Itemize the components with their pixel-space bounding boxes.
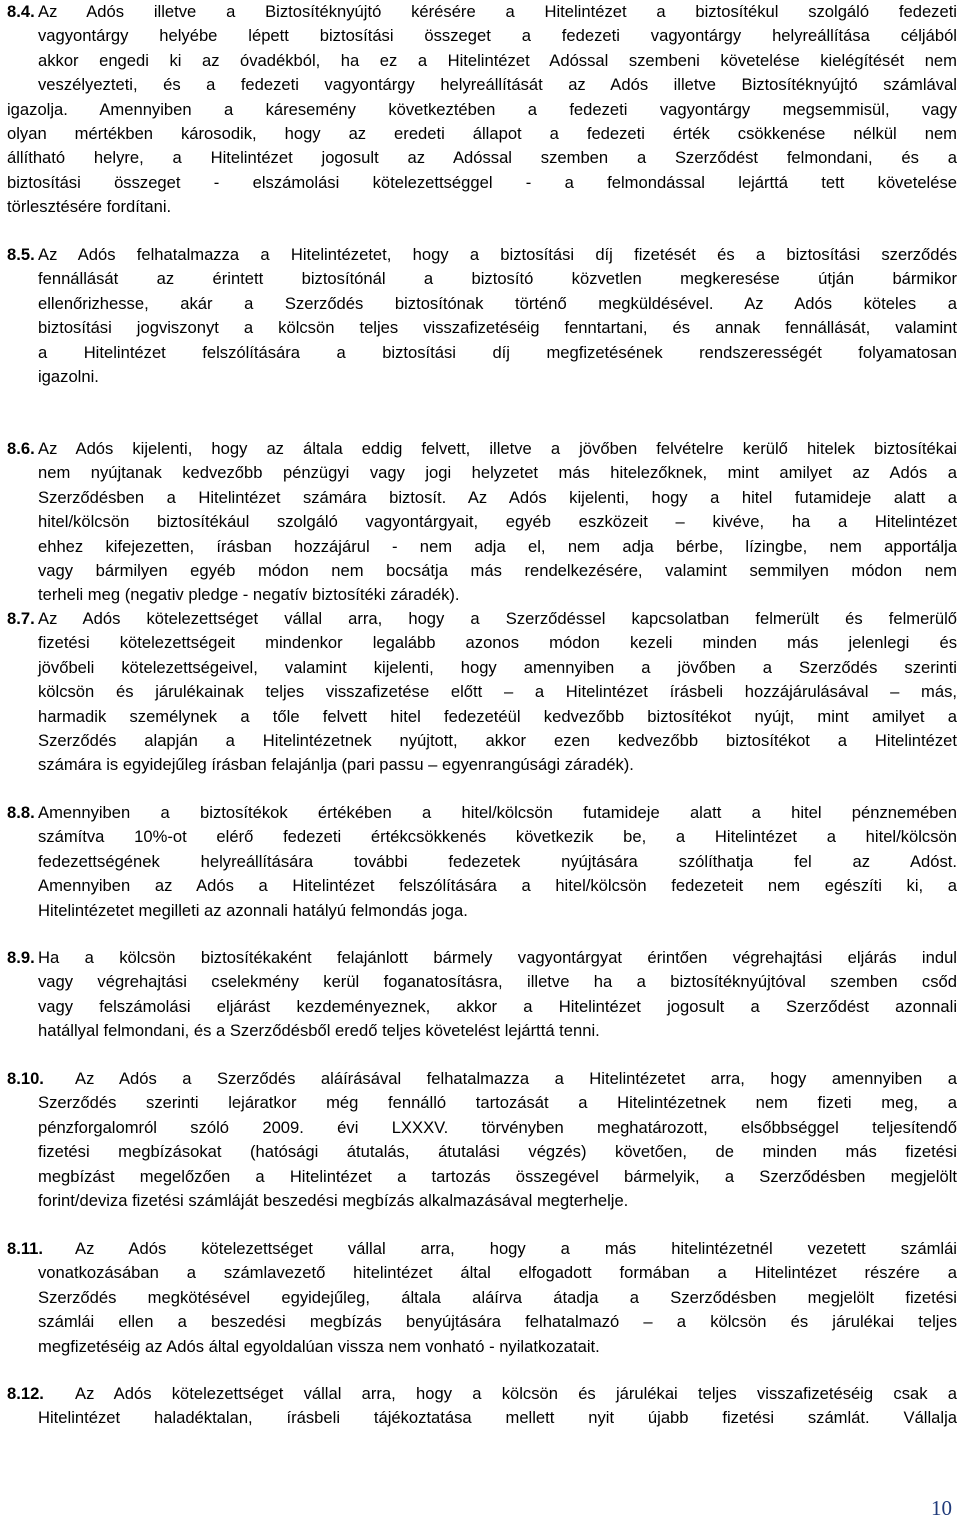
- text-line: ehhez kifejezetten, írásban hozzájárul - nem adja el, nem adja bérbe, lízingbe, nem apportálja: [38, 536, 957, 556]
- text-line: fizetési kötelezettségeit mindenkor legalább azonos módon kezeli minden más jelenlegi és: [38, 633, 957, 653]
- section-body: [38, 801, 957, 923]
- text-line: megbízást megelőzően a Hitelintézet a tartozás összegével bármelyik, a Szerződésben megjelölt: [38, 1166, 957, 1186]
- text-line: kölcsön és járulékainak teljes visszafizetése előtt – a Hitelintézet írásbeli hozzájárulásával – más,: [38, 682, 957, 702]
- section-8-6: [7, 437, 957, 608]
- text-line: biztosítási összeget - elszámolási kötelezettséggel - a felmondással lejárttá tett követelése: [7, 172, 957, 192]
- section-8-9: [7, 946, 957, 1044]
- text-line: Amennyiben az Adós a Hitelintézet felszólítására a hitel/kölcsön fedezeteit nem egészíti ki, a: [38, 876, 957, 896]
- section-number: 8.6.: [7, 439, 35, 458]
- text-line: Szerződés szerinti lejáratkor még fennálló tartozását a Hitelintézetnek nem fizeti meg, a: [38, 1093, 957, 1113]
- text-line: Ha a kölcsön biztosítékaként felajánlott bármely vagyontárgyat érintően végrehajtási eljárás indul: [38, 948, 957, 967]
- page-number: 10: [931, 1496, 952, 1520]
- text-line: Az Adós felhatalmazza a Hitelintézetet, hogy a biztosítási díj fizetését és a biztosítási szerződés: [38, 245, 957, 264]
- text-line: forint/deviza fizetési számláját beszedési megbízás alkalmazásával megterhelje.: [38, 1191, 629, 1211]
- section-number: 8.11.: [7, 1239, 43, 1258]
- text-line: Hitelintézet haladéktalan, írásbeli tájékoztatása mellett nyit újabb fizetési számlát. Vállalja: [38, 1408, 957, 1428]
- text-line: olyan mértékben károsodik, hogy az eredeti állapot a fedezeti érték csökkenése nélkül nem: [7, 124, 957, 144]
- section-body: [38, 1067, 957, 1213]
- text-line: ellenőrizhesse, akár a Szerződés biztosítónak történő megküldésével. Az Adós köteles a: [38, 293, 957, 313]
- section-body: [38, 946, 957, 1044]
- text-line: biztosítási jogviszonyt a kölcsön teljes visszafizetéséig fenntartani, és annak fennállását, valamint: [38, 318, 957, 338]
- section-body: [38, 1237, 957, 1359]
- text-line: Az Adós kijelenti, hogy az általa eddig felvett, illetve a jövőben felvételre kerülő hitelek biztosítékai: [38, 439, 957, 458]
- text-line: Szerződés megkötésével egyidejűleg, általa aláírva átadja a Szerződésben megjelölt fizetési: [38, 1287, 957, 1307]
- section-8-4: [7, 0, 957, 220]
- text-line: számítva 10%-ot elérő fedezeti értékcsökkenés következik be, a Hitelintézet a hitel/kölcsön: [38, 827, 957, 847]
- text-line: állítható helyre, a Hitelintézet jogosult az Adóssal szemben a Szerződést felmondani, és a: [7, 148, 957, 168]
- section-number: 8.12.: [7, 1384, 44, 1403]
- text-line: hatállyal felmondani, és a Szerződésből eredő teljes követelést lejárttá tenni.: [38, 1021, 600, 1041]
- section-number: 8.10.: [7, 1069, 44, 1088]
- section-8-7: [7, 607, 957, 778]
- section-number: 8.7.: [7, 609, 35, 628]
- text-line: vagy felszámolási eljárást kezdeményeznek, akkor a Hitelintézet jogosult a Szerződést azonnali: [38, 996, 957, 1016]
- section-8-8: [7, 801, 957, 923]
- section-8-10: [7, 1067, 957, 1213]
- text-line: pénzforgalomról szóló 2009. évi LXXXV. törvényben meghatározott, elsőbbséggel teljesítendő: [38, 1117, 957, 1137]
- section-number: 8.8.: [7, 803, 35, 822]
- text-line: számára is egyidejűleg írásban felajánlja (pari passu – egyenrangúsági záradék).: [38, 755, 634, 775]
- text-line: Az Adós illetve a Biztosítéknyújtó kérésére a Hitelintézet a biztosítékul szolgáló fedezeti: [38, 2, 957, 21]
- text-line: a Hitelintézet felszólítására a biztosítási díj megfizetésének rendszerességét folyamatosan: [38, 342, 957, 362]
- section-number: 8.4.: [7, 2, 35, 21]
- section-number: 8.9.: [7, 948, 35, 967]
- text-line: igazolni.: [38, 367, 99, 387]
- text-line: igazolja. Amennyiben a káresemény következtében a fedezeti vagyontárgy megsemmisül, vagy: [7, 99, 957, 119]
- text-line: hitel/kölcsön biztosítékául szolgáló vagyontárgyait, egyéb eszközeit – kivéve, ha a Hitelintézet: [38, 512, 957, 532]
- text-line: vagy bármilyen egyéb módon nem bocsátja más rendelkezésére, valamint semmilyen módon nem: [38, 561, 957, 581]
- section-8-12: [7, 1382, 957, 1431]
- text-line: akkor engedi ki az óvadékból, ha ez a Hitelintézet Adóssal szembeni követelése kielégítését nem: [38, 50, 957, 70]
- text-line: Az Adós kötelezettséget vállal arra, hogy a Szerződéssel kapcsolatban felmerült és felmerülő: [38, 609, 957, 628]
- text-line: fizetési megbízásokat (hatósági átutalás, átutalási végzés) követően, de minden más fizetési: [38, 1142, 957, 1162]
- section-number: 8.5.: [7, 245, 35, 264]
- text-line: vagyontárgy helyébe lépett biztosítási összeget a fedezeti vagyontárgy helyreállítása céljából: [38, 26, 957, 46]
- section-8-5: [7, 243, 957, 389]
- text-line: Szerződésben a Hitelintézet számára biztosít. Az Adós kijelenti, hogy a hitel futamideje alatt a: [38, 487, 957, 507]
- text-line: vagy végrehajtási cselekmény kerül foganatosításra, illetve ha a biztosítéknyújtóval szemben csőd: [38, 972, 957, 992]
- text-line: nem nyújtanak kedvezőbb pénzügyi vagy jogi helyzetet más hitelezőknek, mint amilyet az Adós a: [38, 463, 957, 483]
- section-body: [38, 437, 957, 608]
- text-line: megfizetéséig az Adós által egyoldalúan vissza nem vonható - nyilatkozatait.: [38, 1336, 600, 1356]
- section-body: [38, 607, 957, 778]
- section-body: [38, 1382, 957, 1431]
- section-8-11: [7, 1237, 957, 1359]
- text-line: Hitelintézetet megilleti az azonnali hatályú felmondás joga.: [38, 900, 468, 920]
- text-line: törlesztésére fordítani.: [7, 197, 172, 217]
- text-line: Az Adós a Szerződés aláírásával felhatalmazza a Hitelintézetet arra, hogy amennyiben a: [75, 1069, 957, 1088]
- text-line: fedezettségének helyreállítására további fedezetek nyújtására szólíthatja fel az Adóst.: [38, 851, 957, 871]
- text-line: veszélyezteti, és a fedezeti vagyontárgy helyreállítását az Adós illetve Biztosítéknyújtó számlával: [38, 75, 957, 95]
- text-line: vonatkozásában a számlavezető hitelintézet által elfogadott formában a Hitelintézet részére a: [38, 1263, 957, 1283]
- text-line: jövőbeli kötelezettségeivel, valamint kijelenti, hogy amennyiben a jövőben a Szerződés szerinti: [38, 657, 957, 677]
- text-line: terheli meg (negativ pledge - negatív biztosítéki záradék).: [38, 585, 460, 605]
- text-line: Az Adós kötelezettséget vállal arra, hogy a más hitelintézetnél vezetett számlái: [75, 1239, 957, 1258]
- text-line: számlái ellen a beszedési megbízás benyújtására felhatalmazó – a kölcsön és járulékai teljes: [38, 1312, 957, 1332]
- text-line: harmadik személynek a tőle felvett hitel fedezetéül kedvezőbb biztosítékot nyújt, mint amilyet a: [38, 706, 957, 726]
- section-body: [38, 243, 957, 389]
- text-line: Amennyiben a biztosítékok értékében a hitel/kölcsön futamideje alatt a hitel pénznemében: [38, 803, 957, 822]
- text-line: fennállását az érintett biztosítónál a biztosító közvetlen megkeresése útján bármikor: [38, 269, 957, 289]
- text-line: Az Adós kötelezettséget vállal arra, hogy a kölcsön és járulékai teljes visszafizetéséig csak a: [75, 1384, 957, 1403]
- text-line: Szerződés alapján a Hitelintézetnek nyújtott, akkor ezen kedvezőbb biztosítékot a Hitelintézet: [38, 731, 957, 751]
